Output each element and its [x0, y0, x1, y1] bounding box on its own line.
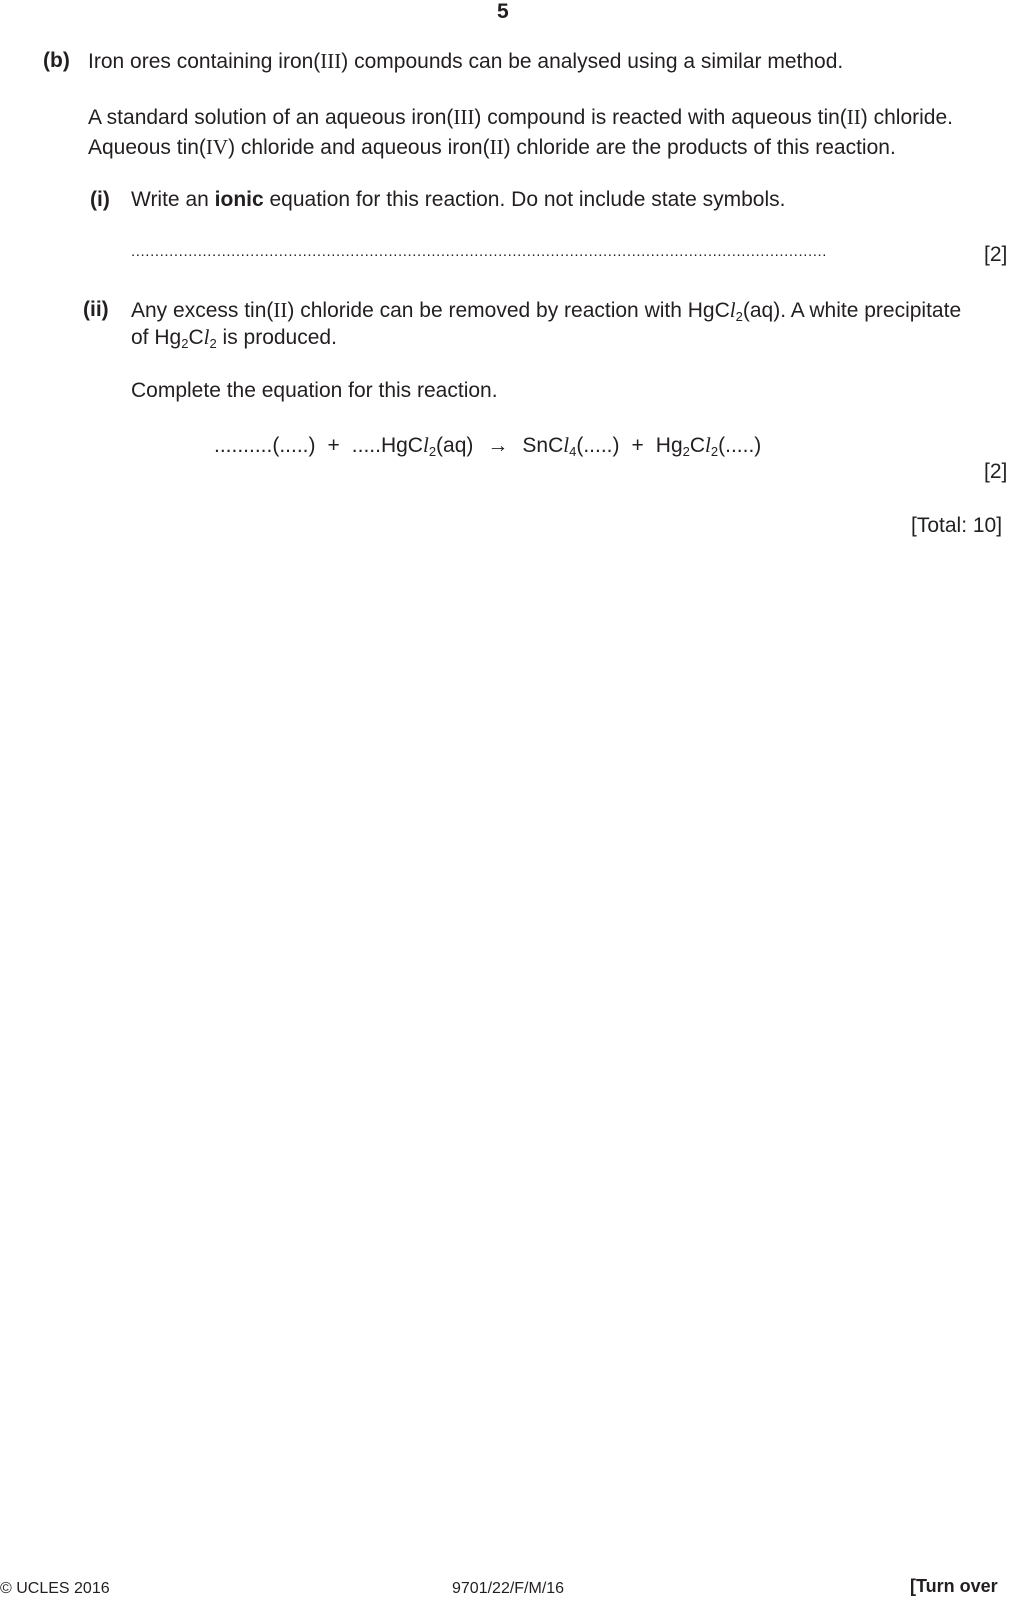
part-i-label: (i): [90, 188, 110, 211]
part-i-marks: [2]: [984, 243, 1008, 266]
part-b-paragraph-line-1: A standard solution of an aqueous iron(III) compound is reacted with aqueous tin(II) chloride.: [88, 105, 953, 129]
equation: ..........(.....) + .....HgCl$_2$(aq) → SnCl$_4$(.....) + $Hg_2Cl_2(.....)$: [214, 433, 762, 459]
reactant-1-blank[interactable]: ..........(.....): [214, 434, 316, 457]
part-i-question: Write an ionic equation for this reaction. Do not include state symbols.: [131, 188, 786, 211]
part-i-answer-line[interactable]: ..................................................................................................................................................: [131, 243, 828, 260]
product-1[interactable]: SnCl$_4$(.....): [522, 433, 620, 459]
part-b-paragraph-line-2: Aqueous tin(IV) chloride and aqueous iron(II) chloride are the products of this reaction.: [88, 135, 896, 159]
footer-paper-code: 9701/22/F/M/16: [452, 1580, 565, 1597]
part-ii-marks: [2]: [984, 460, 1008, 483]
part-b-intro: Iron ores containing iron(III) compounds can be analysed using a similar method.: [88, 49, 844, 73]
part-ii-text-line-1: Any excess tin(II) chloride can be removed by reaction with HgCl$_2$(aq). A white precipitate: [131, 298, 962, 324]
page-number: 5: [497, 0, 509, 23]
product-2[interactable]: $Hg_2Cl_2(.....)$: [655, 433, 762, 459]
arrow-icon: →: [487, 434, 509, 457]
total-marks: [Total: 10]: [911, 514, 1003, 537]
reactant-2[interactable]: .....HgCl$_2$(aq): [351, 433, 474, 459]
footer-turn-over: [Turn over: [910, 1576, 998, 1596]
footer-copyright: © UCLES 2016: [0, 1580, 110, 1597]
part-ii-label: (ii): [83, 298, 109, 321]
part-ii-instruction: Complete the equation for this reaction.: [131, 379, 498, 402]
part-ii-text-line-2: of $Hg_2Cl_2$ is produced.: [131, 325, 337, 351]
part-b-label: (b): [43, 49, 70, 72]
